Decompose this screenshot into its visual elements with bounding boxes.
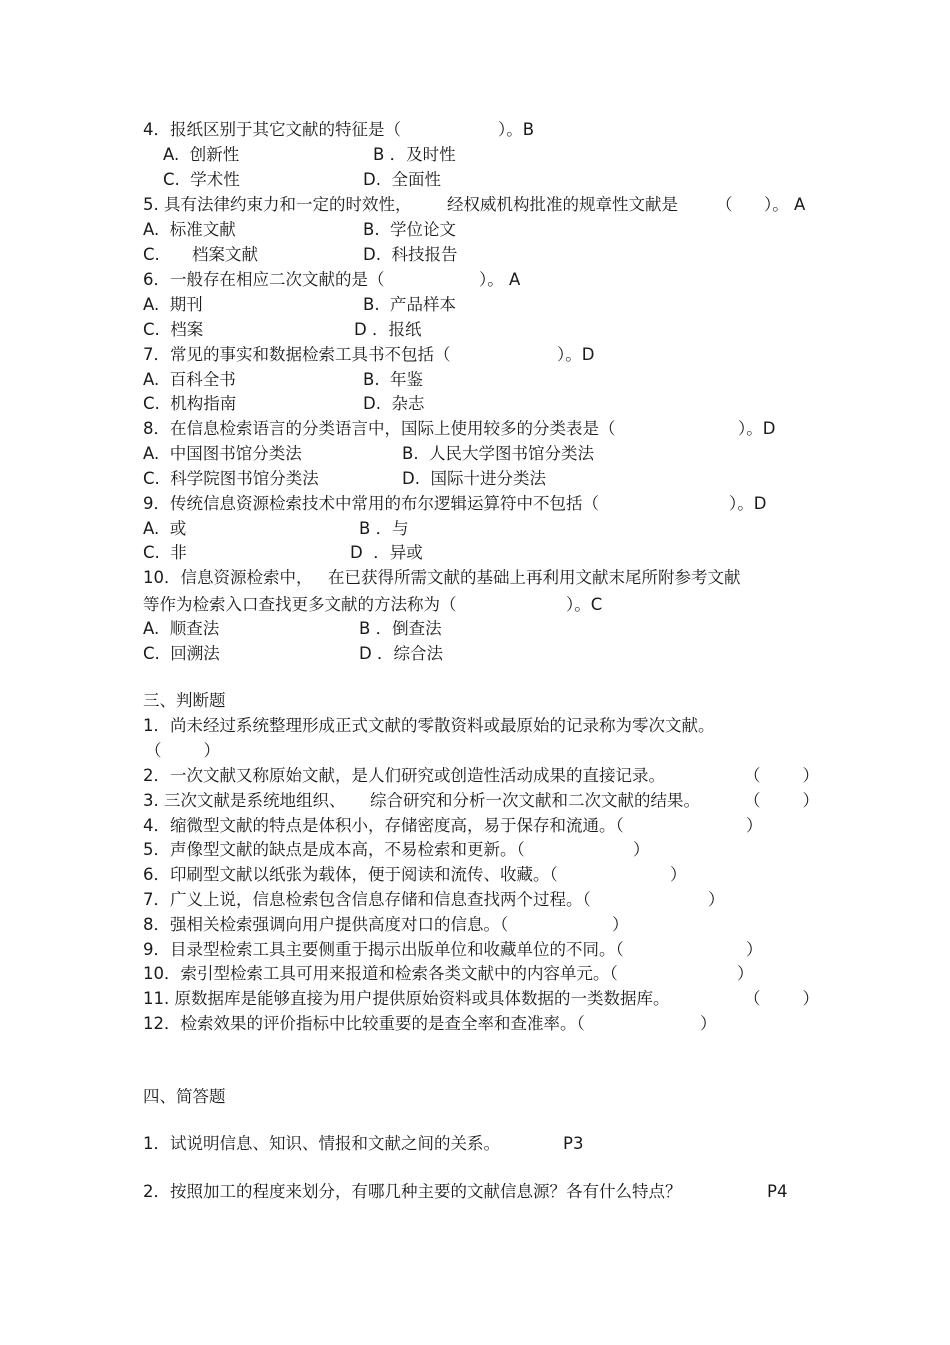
section3-title: 三、判断题: [143, 691, 226, 710]
judge-item-3b: 综合研究和分析一次文献和二次文献的结果。: [370, 791, 700, 810]
q6-option-d: D ．报纸: [354, 320, 422, 339]
judge-item-3-paren: （ ）: [744, 791, 819, 810]
q6-answer: ）。 A: [479, 270, 521, 289]
q9-option-b: B ．与: [359, 519, 409, 538]
judge-item-2: 2．一次文献又称原始文献，是人们研究或创造性活动成果的直接记录。: [143, 766, 665, 785]
q5-stem-2: 经权威机构批准的规章性文献是: [447, 195, 678, 214]
q10-stem-2: 等作为检索入口查找更多文献的方法称为（: [143, 595, 457, 614]
q9-stem: 9．传统信息资源检索技术中常用的布尔逻辑运算符中不包括（: [143, 494, 599, 513]
judge-item-8-paren: ）: [612, 915, 629, 934]
judge-item-2-paren: （ ）: [744, 766, 819, 785]
q4-option-a: A. 创新性: [163, 145, 240, 164]
judge-item-5: 5．声像型文献的缺点是成本高，不易检索和更新。（: [143, 840, 525, 859]
q9-option-d: D ．异或: [350, 543, 423, 562]
judge-item-7: 7．广义上说，信息检索包含信息存储和信息查找两个过程。（: [143, 890, 591, 909]
judge-item-11-paren: （ ）: [744, 989, 819, 1008]
judge-item-5-paren: ）: [633, 840, 650, 859]
q5-option-c-text: 档案文献: [192, 245, 258, 264]
q7-option-a: A. 百科全书: [143, 370, 236, 389]
section4-title: 四、简答题: [143, 1087, 226, 1106]
judge-item-6: 6．印刷型文献以纸张为载体，便于阅读和流传、收藏。（: [143, 865, 558, 884]
short-answer-1: 1．试说明信息、知识、情报和文献之间的关系。: [143, 1134, 500, 1153]
q10-stem-1b: 在已获得所需文献的基础上再利用文献末尾所附参考文献: [328, 568, 741, 587]
q6-option-b: B. 产品样本: [363, 295, 457, 314]
q8-stem: 8．在信息检索语言的分类语言中，国际上使用较多的分类表是（: [143, 419, 616, 438]
judge-item-1-paren: （ ）: [145, 741, 220, 760]
q4-option-d: D. 全面性: [363, 170, 441, 189]
q10-answer: ）。C: [566, 595, 603, 614]
q10-option-d: D ．综合法: [359, 644, 443, 663]
q9-answer: ）。D: [729, 494, 767, 513]
q7-stem: 7．常见的事实和数据检索工具书不包括（: [143, 345, 451, 364]
judge-item-1: 1．尚未经过系统整理形成正式文献的零散资料或最原始的记录称为零次文献。: [143, 716, 715, 735]
q10-option-b: B ．倒查法: [359, 619, 442, 638]
q9-option-a: A. 或: [143, 519, 187, 538]
judge-item-10-paren: ）: [737, 964, 754, 983]
short-answer-2: 2．按照加工的程度来划分，有哪几种主要的文献信息源？各有什么特点？: [143, 1182, 682, 1201]
q7-option-d: D. 杂志: [363, 394, 425, 413]
q10-option-a: A. 顺查法: [143, 619, 220, 638]
judge-item-8: 8．强相关检索强调向用户提供高度对口的信息。（: [143, 915, 509, 934]
q7-answer: ）。D: [557, 345, 595, 364]
q10-stem-1a: 10．信息资源检索中，: [143, 568, 313, 587]
judge-item-10: 10．索引型检索工具可用来报道和检索各类文献中的内容单元。（: [143, 964, 618, 983]
q5-option-c-letter: C.: [143, 245, 160, 264]
q7-option-b: B. 年鉴: [363, 370, 424, 389]
judge-item-9: 9．目录型检索工具主要侧重于揭示出版单位和收藏单位的不同。（: [143, 940, 624, 959]
judge-item-4: 4．缩微型文献的特点是体积小，存储密度高，易于保存和流通。（: [143, 816, 624, 835]
judge-item-7-paren: ）: [708, 890, 725, 909]
judge-item-4-paren: ）: [746, 816, 763, 835]
judge-item-9-paren: ）: [746, 940, 763, 959]
q5-option-b: B. 学位论文: [363, 220, 457, 239]
q8-option-c: C. 科学院图书馆分类法: [143, 469, 319, 488]
q4-answer: ）。B: [498, 120, 535, 139]
q5-option-a: A. 标准文献: [143, 220, 236, 239]
judge-item-3a: 3. 三次文献是系统地组织、: [143, 791, 346, 810]
q4-stem: 4．报纸区别于其它文献的特征是（: [143, 120, 401, 139]
q8-option-a: A. 中国图书馆分类法: [143, 444, 302, 463]
short-answer-1-ref: P3: [563, 1134, 584, 1153]
judge-item-12: 12．检索效果的评价指标中比较重要的是查全率和查准率。（: [143, 1014, 585, 1033]
q4-option-b: B ．及时性: [373, 145, 456, 164]
short-answer-2-ref: P4: [767, 1182, 788, 1201]
q8-answer: ）。D: [738, 419, 776, 438]
q7-option-c: C. 机构指南: [143, 394, 237, 413]
q10-option-c: C. 回溯法: [143, 644, 220, 663]
q5-answer: （ ）。 A: [716, 195, 806, 214]
q8-option-b: B. 人民大学图书馆分类法: [402, 444, 595, 463]
q5-stem: 5. 具有法律约束力和一定的时效性，: [143, 195, 412, 214]
judge-item-6-paren: ）: [670, 865, 687, 884]
q4-option-c: C. 学术性: [163, 170, 240, 189]
judge-item-11: 11. 原数据库是能够直接为用户提供原始资料或具体数据的一类数据库。: [143, 989, 670, 1008]
q9-option-c: C. 非: [143, 543, 187, 562]
q6-stem: 6．一般存在相应二次文献的是（: [143, 270, 385, 289]
q5-option-d: D. 科技报告: [363, 245, 458, 264]
q8-option-d: D. 国际十进分类法: [402, 469, 546, 488]
q6-option-a: A. 期刊: [143, 295, 203, 314]
q6-option-c: C. 档案: [143, 320, 204, 339]
judge-item-12-paren: ）: [700, 1014, 717, 1033]
